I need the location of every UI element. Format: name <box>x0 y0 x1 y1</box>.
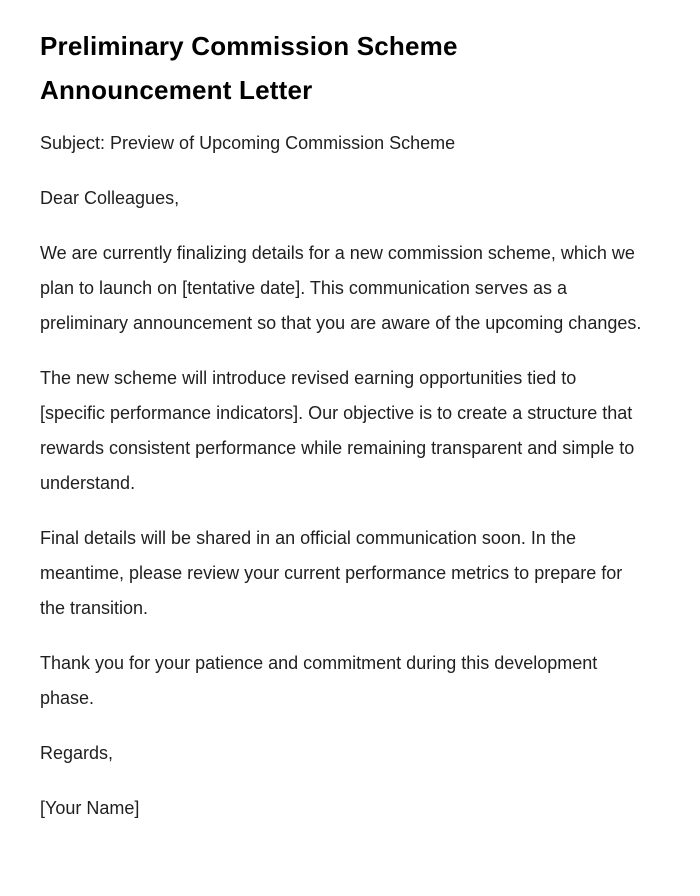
document-title: Preliminary Commission Scheme Announcement Letter <box>40 31 458 105</box>
salutation: Dear Colleagues, <box>40 188 180 208</box>
body-paragraph: Final details will be shared in an official communication soon. In the meantime, please review your current performance metrics to prepare for the transition. <box>40 528 623 618</box>
subject-line: Subject: Preview of Upcoming Commission Scheme <box>40 133 456 153</box>
closing: Regards, <box>40 743 114 763</box>
body-paragraph: Thank you for your patience and commitment during this development phase. <box>40 653 598 708</box>
signature-placeholder: [Your Name] <box>40 798 140 818</box>
body-paragraph: The new scheme will introduce revised earning opportunities tied to [specific performance indicators]. Our objective is to create a structure that rewards consistent performance while remaining transparent and simple to understand. <box>40 368 635 493</box>
body-paragraph: We are currently finalizing details for a new commission scheme, which we plan to launch on [tentative date]. This communication serves as a preliminary announcement so that you are aware of the upcoming changes. <box>40 243 642 333</box>
